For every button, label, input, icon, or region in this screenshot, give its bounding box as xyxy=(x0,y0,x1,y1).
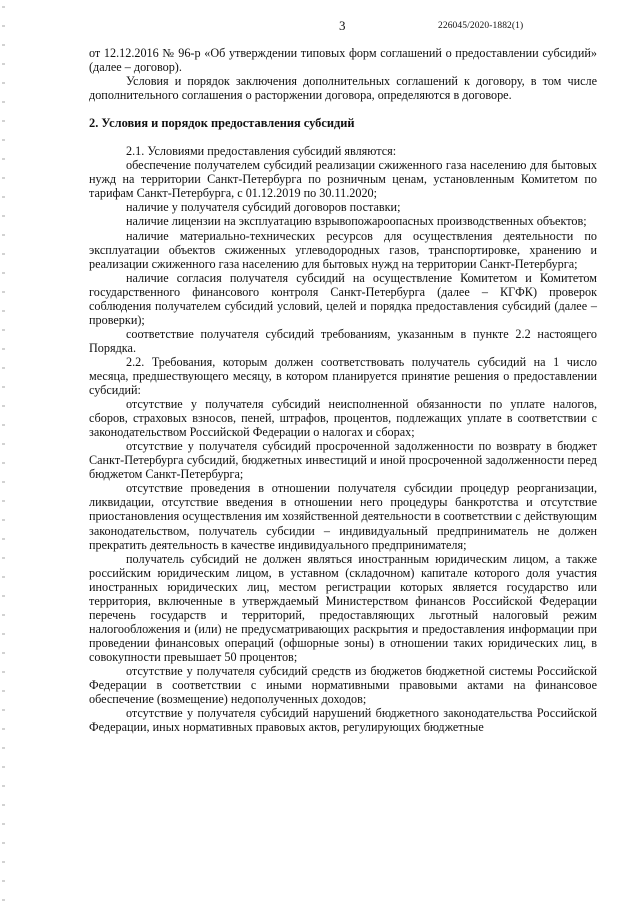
paragraph: наличие материально-технических ресурсов для осуществления деятельности по эксплуатации объектов сжиженных углеводородных газов, транспортировке, хранению и реализации сжиженного газа населению для бытовых нужд на территории Санкт-Петербурга; xyxy=(89,228,597,271)
paragraph: от 12.12.2016 № 96-р «Об утверждении типовых форм соглашений о предоставлении субсидий» (далее – договор). xyxy=(89,46,597,75)
paragraph: отсутствие у получателя субсидий просроченной задолженности по возврату в бюджет Санкт-Петербурга субсидий, бюджетных инвестиций и иной просроченной задолженности перед бюджетом Санкт-Петербурга; xyxy=(89,439,597,482)
page-number: 3 xyxy=(339,18,346,33)
paragraph: соответствие получателя субсидий требованиям, указанным в пункте 2.2 настоящего Порядка. xyxy=(89,326,597,355)
document-id: 226045/2020-1882(1) xyxy=(438,21,524,31)
paragraph: обеспечение получателем субсидий реализации сжиженного газа населению для бытовых нужд на территории Санкт-Петербурга по розничным ценам, установленным Комитетом по тарифам Санкт-Петербурга, с 01.12.2019 по 30.11.2020; xyxy=(89,158,597,201)
paragraph: получатель субсидий не должен являться иностранным юридическим лицом, а также российским юридическим лицом, в уставном (складочном) капитале которого доля участия иностранных юридических лиц, местом регистрации которых является государство или территория, включенные в утверждаемый Министерством финансов Российской Федерации перечень государств и территорий, предоставляющих льготный налоговый режим налогообложения и (или) не предусматривающих раскрытия и предоставления информации при проведении финансовых операций (офшорные зоны) в отношении таких юридических лиц, в совокупности превышает 50 процентов; xyxy=(89,551,597,664)
paragraph: отсутствие проведения в отношении получателя субсидии процедур реорганизации, ликвидации, отсутствие введения в отношении него процедуры банкротства и отсутствие приостановления осуществления им хозяйственной деятельности в соответствии с действующим законодательством, получатель субсидии – индивидуальный предприниматель не должен прекратить деятельность в качестве индивидуального предпринимателя; xyxy=(89,481,597,552)
section-title: 2. Условия и порядок предоставления субсидий xyxy=(89,116,355,131)
paragraph: наличие у получателя субсидий договоров поставки; xyxy=(126,200,401,215)
paragraph: Условия и порядок заключения дополнительных соглашений к договору, в том числе дополнительного соглашения о расторжении договора, определяются в договоре. xyxy=(89,74,597,103)
paragraph: 2.2. Требования, которым должен соответствовать получатель субсидий на 1 число месяца, предшествующего месяцу, в котором планируется принятие решения о предоставлении субсидий: xyxy=(89,354,597,398)
paragraph: наличие согласия получателя субсидий на осуществление Комитетом и Комитетом государственного финансового контроля Санкт-Петербурга (далее – КГФК) проверок соблюдения получателем субсидий условий, целей и порядка предоставления субсидий (далее – проверки); xyxy=(89,270,597,327)
paragraph: отсутствие у получателя субсидий неисполненной обязанности по уплате налогов, сборов, страховых взносов, пеней, штрафов, процентов, подлежащих уплате в соответствии с законодательством Российской Федерации о налогах и сборах; xyxy=(89,397,597,440)
paragraph: отсутствие у получателя субсидий средств из бюджетов бюджетной системы Российской Федерации в соответствии с иными нормативными правовыми актами на финансовое обеспечение (возмещение) недополученных доходов; xyxy=(89,663,597,707)
document-body xyxy=(89,46,597,734)
paragraph: 2.1. Условиями предоставления субсидий являются: xyxy=(126,144,397,159)
paragraph: отсутствие у получателя субсидий нарушений бюджетного законодательства Российской Федерации, иных нормативных правовых актов, регулирующих бюджетные xyxy=(89,706,597,735)
paragraph: наличие лицензии на эксплуатацию взрывопожароопасных производственных объектов; xyxy=(126,214,587,229)
scan-edge-marks xyxy=(2,0,5,905)
